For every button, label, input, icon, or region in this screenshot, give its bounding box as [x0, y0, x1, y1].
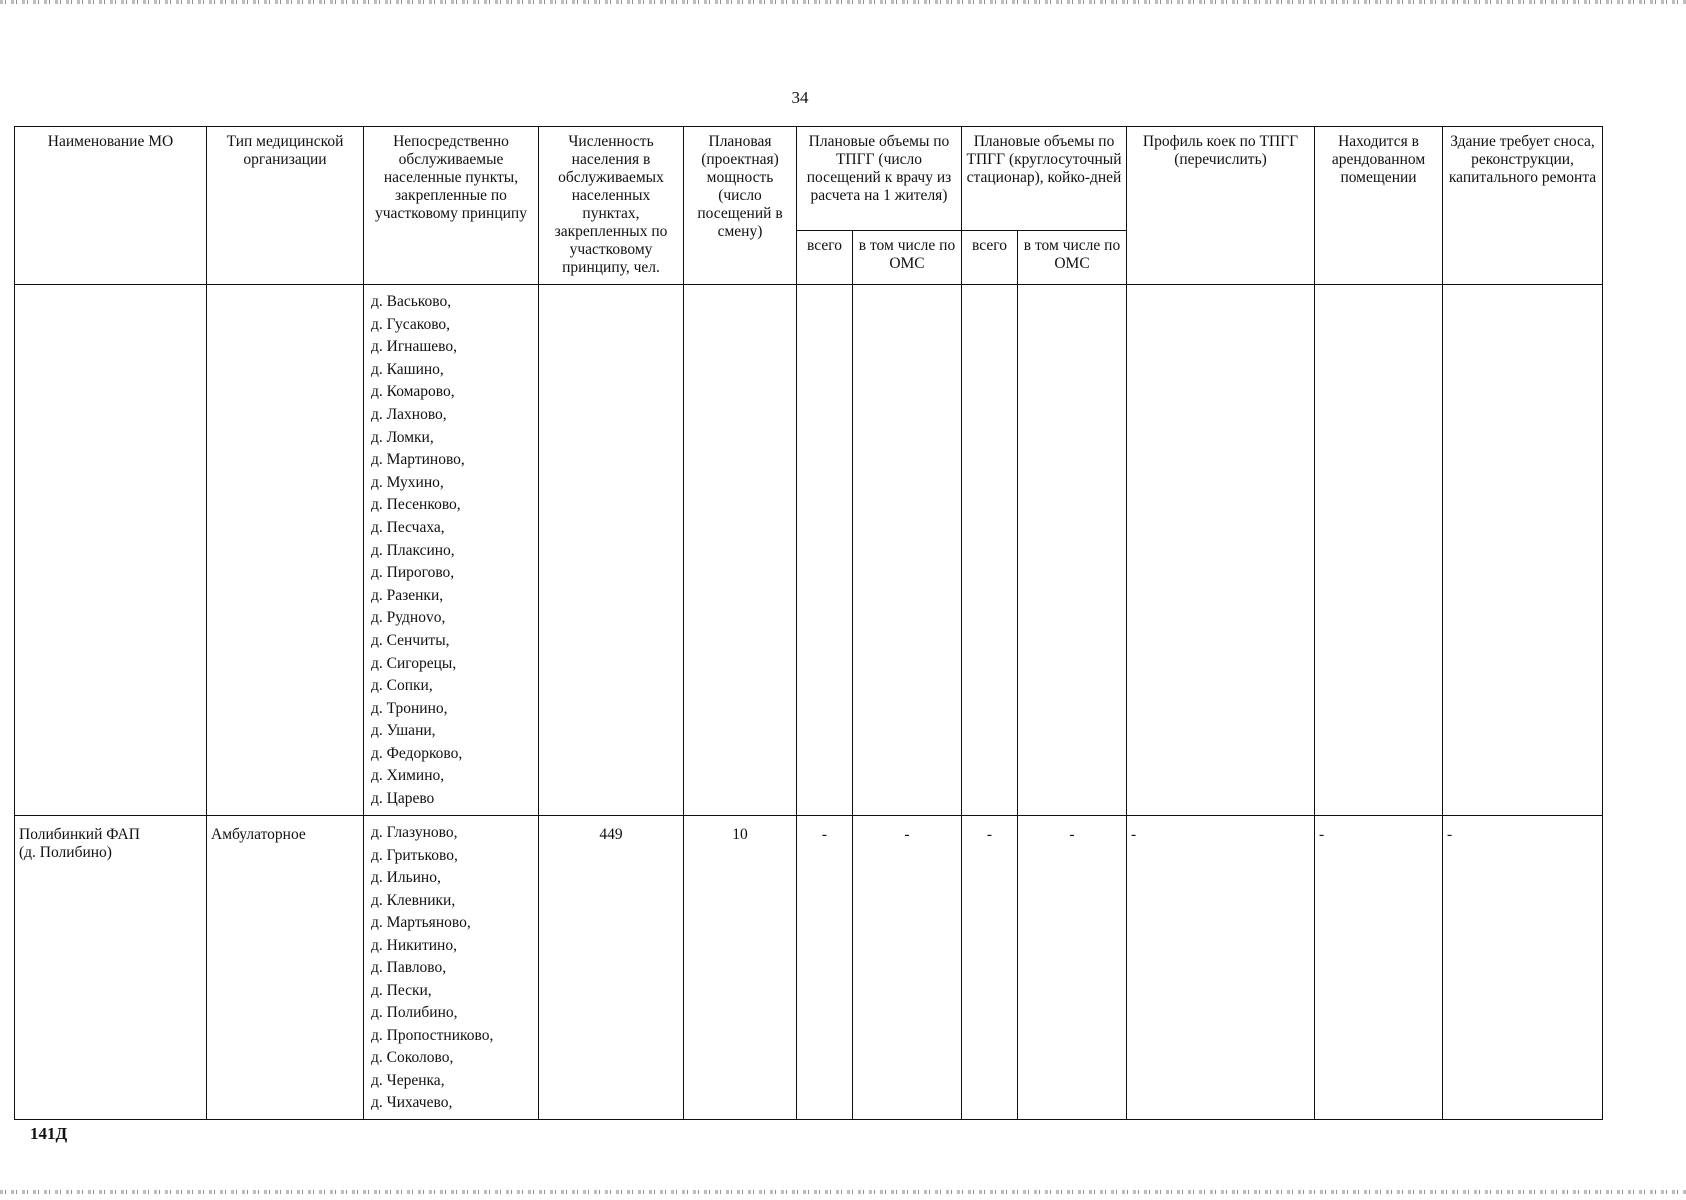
cell-beddays-total — [962, 285, 1018, 816]
settlement-list — [368, 289, 534, 811]
settlement-item: д. Клевники, — [371, 891, 456, 909]
header-visits-oms: в том числе по ОМС — [853, 231, 962, 285]
header-mo-name: Наименование МО — [15, 127, 207, 285]
cell-visits-oms — [853, 816, 962, 1120]
document-code: 141Д — [30, 1124, 68, 1143]
settlement-item: д. Гритьково, — [371, 846, 458, 864]
header-row-top — [15, 127, 1603, 231]
settlement-item: д. Руднovo, — [371, 609, 446, 627]
settlement-item: д. Ильино, — [371, 869, 441, 886]
cell-visits-total — [797, 285, 853, 816]
settlement-item: д. Песенково, — [371, 496, 461, 514]
cell-rented — [1315, 816, 1443, 1120]
header-visits-total: всего — [797, 231, 853, 285]
settlement-item: д. Пирогово, — [371, 564, 455, 582]
header-bed-profile: Профиль коек по ТПГГ (перечислить) — [1127, 127, 1315, 285]
scan-edge-top — [0, 0, 1686, 4]
bed-profile-value: - — [1131, 826, 1137, 843]
settlement-item: д. Царево — [371, 790, 435, 808]
rented-value: - — [1319, 826, 1325, 843]
cell-population — [539, 816, 684, 1120]
scan-edge-bottom — [0, 1190, 1686, 1194]
settlement-item: д. Никитино, — [371, 936, 457, 954]
cell-mo-name — [15, 285, 207, 816]
cell-bed-profile — [1127, 285, 1315, 816]
settlement-item: д. Кашино, — [371, 360, 444, 378]
settlement-item: д. Песчаха, — [371, 518, 445, 536]
cell-beddays-oms — [1018, 816, 1127, 1120]
cell-visits-oms — [853, 285, 962, 816]
cell-capacity — [684, 816, 797, 1120]
cell-capacity — [684, 285, 797, 816]
settlement-item: д. Мартиново, — [371, 451, 465, 469]
beddays-total-value: - — [986, 826, 993, 843]
settlement-item: д. Игнашево, — [371, 338, 458, 356]
capacity-value: 10 — [732, 826, 748, 843]
settlement-item: д. Тронино, — [371, 699, 448, 717]
cell-mo-name — [15, 816, 207, 1120]
settlement-item: д. Пески, — [371, 981, 432, 999]
header-org-type: Тип медицинской организации — [207, 127, 364, 285]
header-settlements: Непосредственно обслуживаемые населенные пункты, закрепленные по участковому принципу — [364, 127, 539, 285]
cell-visits-total — [797, 816, 853, 1120]
visits-total-value: - — [821, 826, 828, 843]
settlement-list — [368, 820, 534, 1115]
cell-org-type — [207, 816, 364, 1120]
header-demolition: Здание требует сноса, реконструкции, капитального ремонта — [1443, 127, 1603, 285]
header-beddays-total: всего — [962, 231, 1018, 285]
settlement-item: д. Глазуново, — [371, 824, 458, 841]
settlement-item: д. Химино, — [371, 767, 445, 785]
cell-org-type — [207, 285, 364, 816]
cell-settlements — [364, 816, 539, 1120]
settlement-item: д. Ломки, — [371, 428, 434, 446]
cell-demolition — [1443, 816, 1603, 1120]
settlement-item: д. Пропостниково, — [371, 1026, 494, 1044]
settlement-item: д. Плаксино, — [371, 541, 455, 559]
cell-population — [539, 285, 684, 816]
cell-settlements — [364, 285, 539, 816]
cell-bed-profile — [1127, 816, 1315, 1120]
header-capacity: Плановая (проектная) мощность (число посещений в смену) — [684, 127, 797, 285]
demolition-value: - — [1447, 826, 1453, 843]
settlement-item: д. Сопки, — [371, 677, 433, 695]
settlement-item: д. Лахново, — [371, 405, 447, 423]
page-number: 34 — [791, 88, 809, 107]
header-visits-group: Плановые объемы по ТПГГ (число посещений к врачу из расчета на 1 жителя) — [797, 127, 962, 231]
visits-oms-value: - — [904, 826, 910, 843]
beddays-oms-value: - — [1069, 826, 1075, 843]
table-row — [15, 285, 1603, 816]
cell-beddays-total — [962, 816, 1018, 1120]
settlement-item: д. Соколово, — [371, 1049, 454, 1066]
settlement-item: д. Ушани, — [371, 722, 436, 740]
org-type-text: Амбулаторное — [211, 826, 306, 843]
settlement-item: д. Сигорецы, — [371, 654, 457, 672]
table-row — [15, 816, 1603, 1120]
header-rented: Находится в арендованном помещении — [1315, 127, 1443, 285]
settlement-item: д. Мухино, — [371, 473, 444, 491]
header-population: Численность населения в обслуживаемых населенных пунктах, закрепленных по участковому принципу, чел. — [539, 127, 684, 285]
mo-name-text: Полибинкий ФАП (д. Полибино) — [19, 826, 140, 861]
settlement-item: д. Сенчиты, — [371, 631, 450, 649]
header-beddays-group: Плановые объемы по ТПГГ (круглосуточный стационар), койко-дней — [962, 127, 1127, 231]
settlement-item: д. Мартьяново, — [371, 914, 471, 931]
facility-register-table — [14, 126, 1603, 1120]
settlement-item: д. Гусаково, — [371, 315, 451, 333]
cell-rented — [1315, 285, 1443, 816]
cell-demolition — [1443, 285, 1603, 816]
settlement-item: д. Васьково, — [371, 293, 452, 310]
population-value: 449 — [599, 826, 623, 843]
settlement-item: д. Разенки, — [371, 586, 444, 604]
settlement-item: д. Черенка, — [371, 1071, 445, 1089]
settlement-item: д. Федорково, — [371, 744, 463, 762]
settlement-item: д. Полибино, — [371, 1004, 458, 1021]
cell-beddays-oms — [1018, 285, 1127, 816]
header-beddays-oms: в том числе по ОМС — [1018, 231, 1127, 285]
settlement-item: д. Комарово, — [371, 383, 455, 401]
settlement-item: д. Павлово, — [371, 959, 447, 976]
settlement-item: д. Чихачево, — [371, 1094, 453, 1111]
